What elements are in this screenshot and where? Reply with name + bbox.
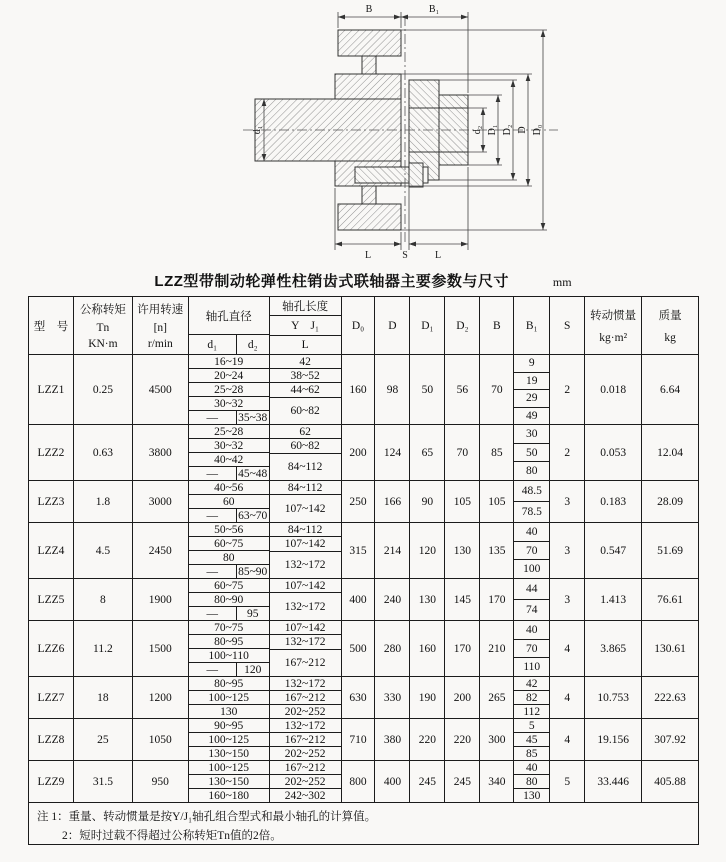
b1-column bbox=[513, 761, 549, 802]
bore-range: 60 bbox=[189, 494, 269, 508]
speed-cell: 950 bbox=[132, 761, 188, 802]
length-range: 60~82 bbox=[270, 438, 341, 452]
mass-cell: 51.69 bbox=[641, 523, 698, 578]
col-header-d1: D₁ bbox=[409, 297, 444, 354]
col-header-d1: d₁ bbox=[189, 335, 237, 354]
b-cell: 210 bbox=[479, 621, 513, 676]
note-line: 2：短时过载不得超过公称转矩Tn值的2倍。 bbox=[62, 830, 282, 842]
torque-cell: 18 bbox=[73, 677, 132, 718]
bore-range-split bbox=[189, 564, 269, 578]
col-header-torque-line: 公称转矩 bbox=[79, 304, 126, 317]
speed-cell: 1200 bbox=[132, 677, 188, 718]
notes-row bbox=[29, 802, 698, 844]
bore-d1-cell: — bbox=[189, 509, 237, 522]
length-range: 167~212 bbox=[270, 649, 341, 677]
col-header-s: S bbox=[549, 297, 584, 354]
table-row-lzz9 bbox=[29, 760, 698, 802]
b1-value: 42 bbox=[526, 677, 538, 690]
d-cell: 166 bbox=[374, 481, 409, 522]
b1-value: 9 bbox=[528, 357, 535, 370]
b1-value: 29 bbox=[514, 389, 549, 407]
col-header-model: 型 号 bbox=[33, 320, 69, 333]
col-header-d2: D₂ bbox=[444, 297, 479, 354]
b1-value: 40 bbox=[526, 525, 538, 538]
length-range: 84~112 bbox=[287, 481, 323, 494]
b1-value: 82 bbox=[514, 690, 549, 704]
inertia-cell: 3.865 bbox=[584, 621, 641, 676]
s-cell: 4 bbox=[549, 677, 584, 718]
torque-cell: 4.5 bbox=[73, 523, 132, 578]
s-cell: 3 bbox=[549, 481, 584, 522]
length-range: 107~142 bbox=[270, 494, 341, 522]
bore-range: 20~24 bbox=[189, 368, 269, 382]
speed-cell: 1050 bbox=[132, 719, 188, 760]
bore-length-column bbox=[269, 579, 341, 620]
table-row-lzz8 bbox=[29, 718, 698, 760]
model-cell: LZZ2 bbox=[37, 446, 65, 459]
inertia-cell: 0.547 bbox=[584, 523, 641, 578]
length-range: 84~112 bbox=[270, 453, 341, 481]
col-header-yj: Y J₁ bbox=[270, 315, 341, 334]
title-row bbox=[0, 270, 726, 291]
b-cell: 300 bbox=[479, 719, 513, 760]
model-cell: LZZ9 bbox=[37, 775, 65, 788]
bore-range: 16~19 bbox=[214, 355, 244, 368]
col-header-inertia-line: 转动惯量 bbox=[590, 309, 637, 322]
s-cell: 4 bbox=[549, 621, 584, 676]
notes bbox=[29, 803, 698, 844]
col-header-b1: B₁ bbox=[513, 297, 549, 354]
speed-cell: 1500 bbox=[132, 621, 188, 676]
bore-d2-cell: 85~90 bbox=[238, 565, 268, 578]
bore-diameter-column bbox=[188, 523, 269, 578]
d1-cell: 160 bbox=[409, 621, 444, 676]
bore-range: 90~95 bbox=[214, 719, 244, 732]
table-row-lzz5 bbox=[29, 578, 698, 620]
d0-cell: 500 bbox=[341, 621, 375, 676]
b1-value: 78.5 bbox=[514, 501, 549, 522]
bore-d1-cell: — bbox=[189, 565, 237, 578]
d2-cell: 220 bbox=[444, 719, 479, 760]
mass-cell: 6.64 bbox=[641, 355, 698, 424]
s-cell: 2 bbox=[549, 425, 584, 480]
d-cell: 124 bbox=[374, 425, 409, 480]
bore-length-column bbox=[269, 761, 341, 802]
s-cell: 5 bbox=[549, 761, 584, 802]
length-range: 167~212 bbox=[284, 761, 326, 774]
mass-cell: 12.04 bbox=[641, 425, 698, 480]
bore-range: 100~125 bbox=[189, 690, 269, 704]
col-header-bore_len: 轴孔长度 bbox=[282, 301, 329, 314]
d0-cell: 710 bbox=[341, 719, 375, 760]
bore-diameter-column bbox=[188, 621, 269, 676]
bore-range-split bbox=[189, 662, 269, 676]
bore-range: 80~95 bbox=[189, 634, 269, 648]
b1-value: 100 bbox=[514, 559, 549, 578]
length-range: 38~52 bbox=[270, 368, 341, 382]
bore-diameter-column bbox=[188, 719, 269, 760]
bore-range: 40~56 bbox=[214, 481, 244, 494]
b-cell: 105 bbox=[479, 481, 513, 522]
bore-d2-cell: 120 bbox=[244, 663, 262, 676]
b1-value: 5 bbox=[528, 719, 535, 732]
col-header-d0: D₀ bbox=[341, 297, 375, 354]
mass-cell: 130.61 bbox=[641, 621, 698, 676]
page-title: LZZ型带制动轮弹性柱销齿式联轴器主要参数与尺寸 bbox=[154, 273, 509, 290]
model-cell: LZZ7 bbox=[37, 691, 65, 704]
bore-range-split bbox=[189, 606, 269, 620]
b1-value: 49 bbox=[514, 407, 549, 425]
bore-d1-cell: — bbox=[189, 467, 237, 480]
col-header-L: L bbox=[270, 335, 341, 354]
b1-value: 130 bbox=[514, 788, 549, 802]
bore-d2-cell: 35~38 bbox=[238, 411, 268, 424]
b1-column bbox=[513, 579, 549, 620]
length-range: 132~172 bbox=[270, 634, 341, 648]
length-range: 132~172 bbox=[284, 677, 326, 690]
torque-cell: 1.8 bbox=[73, 481, 132, 522]
bore-diameter-column bbox=[188, 425, 269, 480]
d2-cell: 56 bbox=[444, 355, 479, 424]
d1-cell: 65 bbox=[409, 425, 444, 480]
b-cell: 265 bbox=[479, 677, 513, 718]
torque-cell: 0.25 bbox=[73, 355, 132, 424]
b1-column bbox=[513, 355, 549, 424]
length-range: 202~252 bbox=[270, 704, 341, 718]
b-cell: 340 bbox=[479, 761, 513, 802]
d-cell: 280 bbox=[374, 621, 409, 676]
length-range: 132~172 bbox=[284, 719, 326, 732]
speed-cell: 3000 bbox=[132, 481, 188, 522]
b1-value: 112 bbox=[514, 704, 549, 718]
b1-value: 70 bbox=[514, 541, 549, 560]
dim-label-l-left: L bbox=[364, 250, 372, 261]
b1-value: 70 bbox=[514, 639, 549, 658]
dim-label-b: B bbox=[365, 4, 373, 15]
bore-range: 30~32 bbox=[189, 396, 269, 410]
s-cell: 3 bbox=[549, 579, 584, 620]
mass-cell: 405.88 bbox=[641, 761, 698, 802]
mass-cell: 28.09 bbox=[641, 481, 698, 522]
mass-cell: 76.61 bbox=[641, 579, 698, 620]
length-range: 107~142 bbox=[284, 579, 326, 592]
bore-range: 100~125 bbox=[189, 732, 269, 746]
d1-cell: 120 bbox=[409, 523, 444, 578]
table-row-lzz6 bbox=[29, 620, 698, 676]
col-header-mass-line: 质量 bbox=[658, 309, 682, 322]
b1-value: 44 bbox=[526, 583, 538, 595]
b1-value: 19 bbox=[514, 372, 549, 390]
length-range: 84~112 bbox=[287, 523, 323, 536]
inertia-cell: 0.183 bbox=[584, 481, 641, 522]
bore-range: 80 bbox=[189, 550, 269, 564]
dim-label-dd: D bbox=[517, 126, 528, 134]
dim-label-dd2: D₂ bbox=[502, 124, 513, 136]
b1-value: 80 bbox=[514, 461, 549, 480]
col-header-torque-line: Tn bbox=[96, 321, 110, 334]
d1-cell: 245 bbox=[409, 761, 444, 802]
dim-label-d2: d₂ bbox=[472, 125, 483, 135]
b1-value: 45 bbox=[514, 732, 549, 746]
dim-label-dd0: D₀ bbox=[532, 124, 543, 136]
dim-label-b1: B₁ bbox=[428, 4, 440, 15]
mass-cell: 222.63 bbox=[641, 677, 698, 718]
model-cell: LZZ3 bbox=[37, 495, 65, 508]
length-range: 202~252 bbox=[270, 774, 341, 788]
dim-label-l-right: L bbox=[434, 250, 442, 261]
col-header-mass bbox=[641, 297, 698, 354]
d2-cell: 105 bbox=[444, 481, 479, 522]
torque-cell: 11.2 bbox=[73, 621, 132, 676]
bore-diameter-subcols bbox=[189, 334, 269, 354]
bore-range: 130 bbox=[189, 704, 269, 718]
bore-diameter-column bbox=[188, 677, 269, 718]
d-cell: 240 bbox=[374, 579, 409, 620]
bore-length-column bbox=[269, 621, 341, 676]
bore-range: 40~42 bbox=[189, 452, 269, 466]
length-range: 42 bbox=[299, 355, 311, 368]
bore-range: 130~150 bbox=[189, 774, 269, 788]
d0-cell: 250 bbox=[341, 481, 375, 522]
d-cell: 380 bbox=[374, 719, 409, 760]
d1-cell: 50 bbox=[409, 355, 444, 424]
b1-value: 48.5 bbox=[521, 485, 542, 497]
bore-length-column bbox=[269, 523, 341, 578]
bore-range: 25~28 bbox=[214, 425, 244, 438]
s-cell: 4 bbox=[549, 719, 584, 760]
b1-value: 85 bbox=[514, 746, 549, 760]
d1-cell: 220 bbox=[409, 719, 444, 760]
length-range: 132~172 bbox=[270, 551, 341, 579]
bore-range: 160~180 bbox=[189, 788, 269, 802]
torque-cell: 31.5 bbox=[73, 761, 132, 802]
speed-cell: 2450 bbox=[132, 523, 188, 578]
d0-cell: 315 bbox=[341, 523, 375, 578]
s-cell: 3 bbox=[549, 523, 584, 578]
col-header-inertia-line: kg·m² bbox=[599, 332, 628, 345]
d0-cell: 630 bbox=[341, 677, 375, 718]
b1-value: 74 bbox=[514, 599, 549, 620]
b1-value: 40 bbox=[526, 761, 538, 774]
d1-cell: 90 bbox=[409, 481, 444, 522]
b1-value: 80 bbox=[514, 774, 549, 788]
col-header-mass-line: kg bbox=[664, 332, 676, 345]
model-cell: LZZ4 bbox=[37, 544, 65, 557]
length-range: 242~302 bbox=[270, 788, 341, 802]
bore-range: 70~75 bbox=[214, 621, 244, 634]
bore-range: 60~75 bbox=[214, 579, 244, 592]
inertia-cell: 0.053 bbox=[584, 425, 641, 480]
bore-d2-cell: 95 bbox=[246, 607, 259, 620]
bore-range: 50~56 bbox=[214, 523, 244, 536]
d2-cell: 200 bbox=[444, 677, 479, 718]
col-header-d: D bbox=[374, 297, 409, 354]
bore-d2-cell: 45~48 bbox=[238, 467, 268, 480]
d0-cell: 200 bbox=[341, 425, 375, 480]
table-header-row bbox=[29, 297, 698, 354]
bore-length-column bbox=[269, 355, 341, 424]
speed-cell: 1900 bbox=[132, 579, 188, 620]
bore-range: 100~110 bbox=[189, 648, 269, 662]
inertia-cell: 0.018 bbox=[584, 355, 641, 424]
d0-cell: 800 bbox=[341, 761, 375, 802]
bore-length-column bbox=[269, 481, 341, 522]
col-header-torque-line: KN·m bbox=[88, 337, 118, 350]
inertia-cell: 19.156 bbox=[584, 719, 641, 760]
b-cell: 70 bbox=[479, 355, 513, 424]
col-header-speed bbox=[132, 297, 188, 354]
bore-range: 30~32 bbox=[189, 438, 269, 452]
bore-range-split bbox=[189, 508, 269, 522]
b1-column bbox=[513, 719, 549, 760]
parameters-table bbox=[28, 296, 699, 845]
length-range: 60~82 bbox=[270, 397, 341, 424]
col-header-bore-diameter bbox=[188, 297, 269, 354]
bore-length-column bbox=[269, 719, 341, 760]
bore-diameter-column bbox=[188, 355, 269, 424]
length-range: 44~62 bbox=[270, 382, 341, 396]
length-range: 132~172 bbox=[270, 592, 341, 620]
b1-value: 40 bbox=[526, 623, 538, 636]
bore-range: 100~125 bbox=[208, 761, 250, 774]
bore-d1-cell: — bbox=[189, 663, 237, 676]
bore-range: 60~75 bbox=[189, 536, 269, 550]
b1-value: 50 bbox=[514, 443, 549, 462]
bore-length-column bbox=[269, 425, 341, 480]
table-row-lzz1 bbox=[29, 354, 698, 424]
d2-cell: 145 bbox=[444, 579, 479, 620]
d1-cell: 190 bbox=[409, 677, 444, 718]
col-header-speed-line: 许用转速 bbox=[137, 304, 184, 317]
d0-cell: 160 bbox=[341, 355, 375, 424]
elastic-pin bbox=[355, 163, 428, 187]
d-cell: 98 bbox=[374, 355, 409, 424]
bore-range: 80~90 bbox=[189, 592, 269, 606]
torque-cell: 25 bbox=[73, 719, 132, 760]
b-cell: 85 bbox=[479, 425, 513, 480]
bore-range-split bbox=[189, 410, 269, 424]
dim-label-d1: d₁ bbox=[252, 125, 263, 135]
length-range: 107~142 bbox=[284, 621, 326, 634]
torque-cell: 0.63 bbox=[73, 425, 132, 480]
bore-range-split bbox=[189, 466, 269, 480]
col-header-inertia bbox=[584, 297, 641, 354]
d2-cell: 70 bbox=[444, 425, 479, 480]
bore-length-column bbox=[269, 677, 341, 718]
speed-cell: 4500 bbox=[132, 355, 188, 424]
length-range: 107~142 bbox=[270, 536, 341, 550]
d0-cell: 400 bbox=[341, 579, 375, 620]
d-cell: 400 bbox=[374, 761, 409, 802]
col-header-torque bbox=[73, 297, 132, 354]
col-header-bore-length bbox=[269, 297, 341, 354]
b1-column bbox=[513, 621, 549, 676]
model-cell: LZZ8 bbox=[37, 733, 65, 746]
d2-cell: 170 bbox=[444, 621, 479, 676]
b1-column bbox=[513, 425, 549, 480]
bore-diameter-label: 轴孔直径 bbox=[205, 310, 252, 323]
bore-d2-cell: 63~70 bbox=[238, 509, 268, 522]
b-cell: 170 bbox=[479, 579, 513, 620]
torque-cell: 8 bbox=[73, 579, 132, 620]
length-range: 62 bbox=[299, 425, 311, 438]
bore-range: 130~150 bbox=[189, 746, 269, 760]
table-row-lzz7 bbox=[29, 676, 698, 718]
col-header-speed-line: [n] bbox=[153, 321, 168, 334]
length-range: 167~212 bbox=[270, 732, 341, 746]
speed-cell: 3800 bbox=[132, 425, 188, 480]
mass-cell: 307.92 bbox=[641, 719, 698, 760]
d2-cell: 245 bbox=[444, 761, 479, 802]
length-range: 202~252 bbox=[270, 746, 341, 760]
table-row-lzz3 bbox=[29, 480, 698, 522]
bore-diameter-column bbox=[188, 761, 269, 802]
model-cell: LZZ6 bbox=[37, 642, 65, 655]
b1-column bbox=[513, 677, 549, 718]
model-cell: LZZ5 bbox=[37, 593, 65, 606]
d2-cell: 130 bbox=[444, 523, 479, 578]
inertia-cell: 33.446 bbox=[584, 761, 641, 802]
table-row-lzz2 bbox=[29, 424, 698, 480]
b1-column bbox=[513, 523, 549, 578]
table-row-lzz4 bbox=[29, 522, 698, 578]
b1-value: 30 bbox=[526, 427, 538, 440]
dim-label-dd1: D₁ bbox=[487, 124, 498, 136]
inertia-cell: 10.753 bbox=[584, 677, 641, 718]
bore-d1-cell: — bbox=[189, 607, 237, 620]
coupling-technical-drawing bbox=[0, 0, 726, 268]
bore-diameter-column bbox=[188, 481, 269, 522]
d-cell: 214 bbox=[374, 523, 409, 578]
s-cell: 2 bbox=[549, 355, 584, 424]
col-header-speed-line: r/min bbox=[147, 337, 173, 350]
bore-range: 25~28 bbox=[189, 382, 269, 396]
length-range: 167~212 bbox=[270, 690, 341, 704]
col-header-b: B bbox=[479, 297, 513, 354]
model-cell: LZZ1 bbox=[37, 383, 65, 396]
d-cell: 330 bbox=[374, 677, 409, 718]
inertia-cell: 1.413 bbox=[584, 579, 641, 620]
bore-d1-cell: — bbox=[189, 411, 237, 424]
col-header-d2: d₂ bbox=[247, 338, 258, 351]
bore-diameter-column bbox=[188, 579, 269, 620]
b1-column bbox=[513, 481, 549, 522]
unit-label: mm bbox=[552, 275, 572, 289]
b-cell: 135 bbox=[479, 523, 513, 578]
b1-value: 110 bbox=[514, 657, 549, 676]
bore-range: 80~95 bbox=[214, 677, 244, 690]
note-line: 注 1：重量、转动惯量是按Y/J₁轴孔组合型式和最小轴孔的计算值。 bbox=[37, 811, 377, 823]
dim-label-s: S bbox=[402, 250, 408, 261]
d1-cell: 130 bbox=[409, 579, 444, 620]
